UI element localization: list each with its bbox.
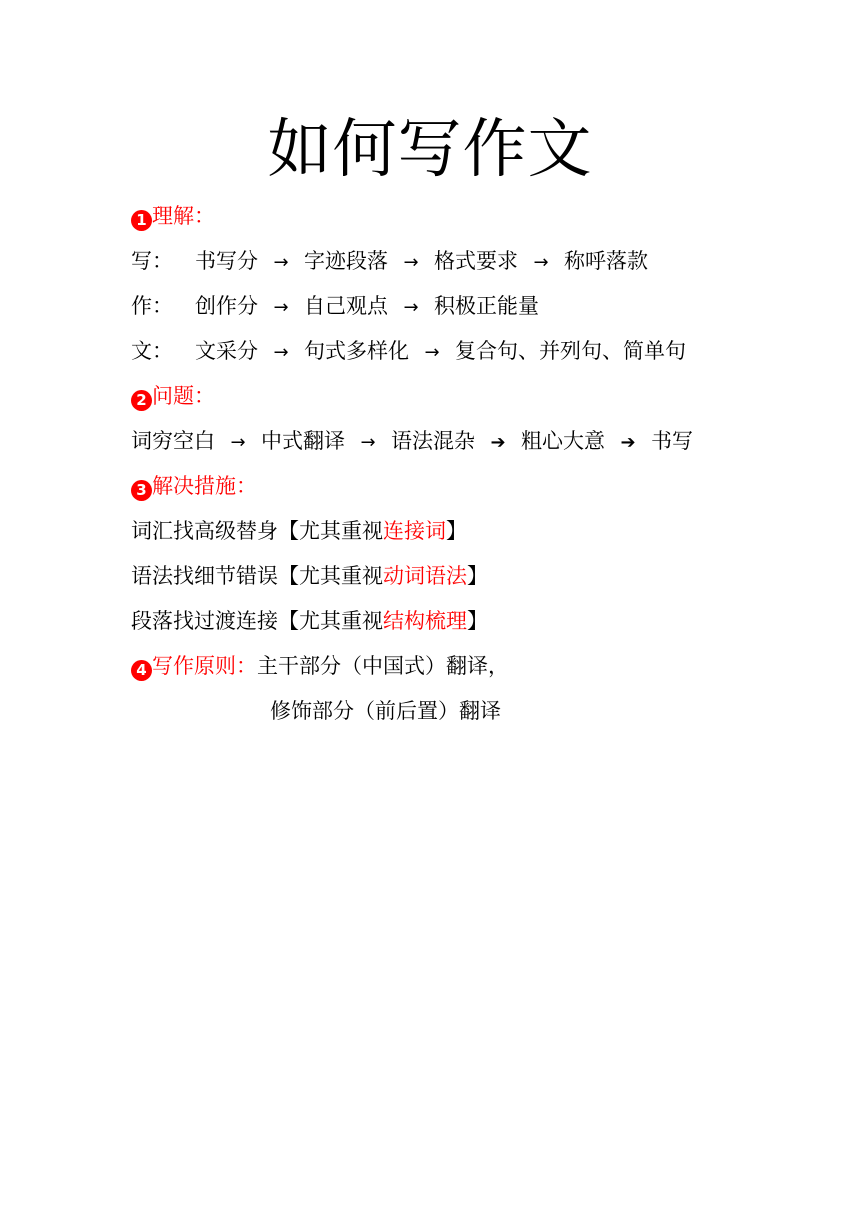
arrow-right-bold-icon: ➔ (490, 432, 506, 453)
solution-close: 】 (446, 519, 467, 543)
arrow-right-icon: → (403, 297, 419, 318)
understanding-row-write (131, 247, 648, 277)
problem-item: 粗心大意 (521, 429, 605, 453)
solution-highlight: 动词语法 (383, 564, 467, 588)
number-one-badge: 1 (131, 210, 152, 231)
row-item: 积极正能量 (434, 294, 539, 318)
number-three-badge: 3 (131, 480, 152, 501)
understanding-row-create (131, 292, 539, 322)
solution-highlight: 连接词 (383, 519, 446, 543)
solution-highlight: 结构梳理 (383, 609, 467, 633)
principle-line-continued (270, 697, 501, 725)
number-four-badge: 4 (131, 660, 152, 681)
problem-item: 词穷空白 (131, 429, 215, 453)
arrow-right-icon: → (273, 252, 289, 273)
row-label: 作： (131, 294, 173, 318)
row-item: 书写分 (195, 249, 258, 273)
solution-item (131, 607, 488, 635)
solutions-heading-text: 解决措施： (152, 474, 257, 498)
row-item: 创作分 (195, 294, 258, 318)
principle-line: 主干部分（中国式）翻译， (257, 654, 509, 678)
arrow-right-bold-icon: ➔ (620, 432, 636, 453)
row-label: 写： (131, 249, 173, 273)
section-solutions-heading (131, 472, 257, 501)
arrow-right-icon: → (424, 342, 440, 363)
row-item: 格式要求 (434, 249, 518, 273)
number-two-badge: 2 (131, 390, 152, 411)
problems-chain (131, 427, 693, 457)
problem-item: 语法混杂 (391, 429, 475, 453)
section-problems-heading (131, 382, 215, 411)
arrow-right-icon: → (403, 252, 419, 273)
row-item: 称呼落款 (564, 249, 648, 273)
section-principles-heading (131, 652, 509, 681)
row-item: 自己观点 (304, 294, 388, 318)
solution-close: 】 (467, 609, 488, 633)
principles-heading-text: 写作原则： (152, 654, 257, 678)
arrow-right-icon: → (360, 432, 376, 453)
problem-item: 中式翻译 (261, 429, 345, 453)
arrow-right-icon: → (230, 432, 246, 453)
arrow-right-icon: → (273, 297, 289, 318)
solution-item (131, 517, 467, 545)
row-item: 句式多样化 (304, 339, 409, 363)
row-label: 文： (131, 339, 173, 363)
solution-item (131, 562, 488, 590)
row-item: 文采分 (195, 339, 258, 363)
understanding-row-style (131, 337, 686, 367)
problems-heading-text: 问题： (152, 384, 215, 408)
arrow-right-icon: → (273, 342, 289, 363)
principle-line: 修饰部分（前后置）翻译 (270, 699, 501, 723)
row-item: 字迹段落 (304, 249, 388, 273)
solution-text: 语法找细节错误【尤其重视 (131, 564, 383, 588)
arrow-right-icon: → (533, 252, 549, 273)
solution-text: 段落找过渡连接【尤其重视 (131, 609, 383, 633)
problem-item: 书写 (651, 429, 693, 453)
solution-text: 词汇找高级替身【尤其重视 (131, 519, 383, 543)
page-title: 如何写作文 (267, 113, 593, 187)
understanding-heading-text: 理解： (152, 204, 215, 228)
section-understanding-heading (131, 202, 215, 231)
solution-close: 】 (467, 564, 488, 588)
row-item: 复合句、并列句、简单句 (455, 339, 686, 363)
